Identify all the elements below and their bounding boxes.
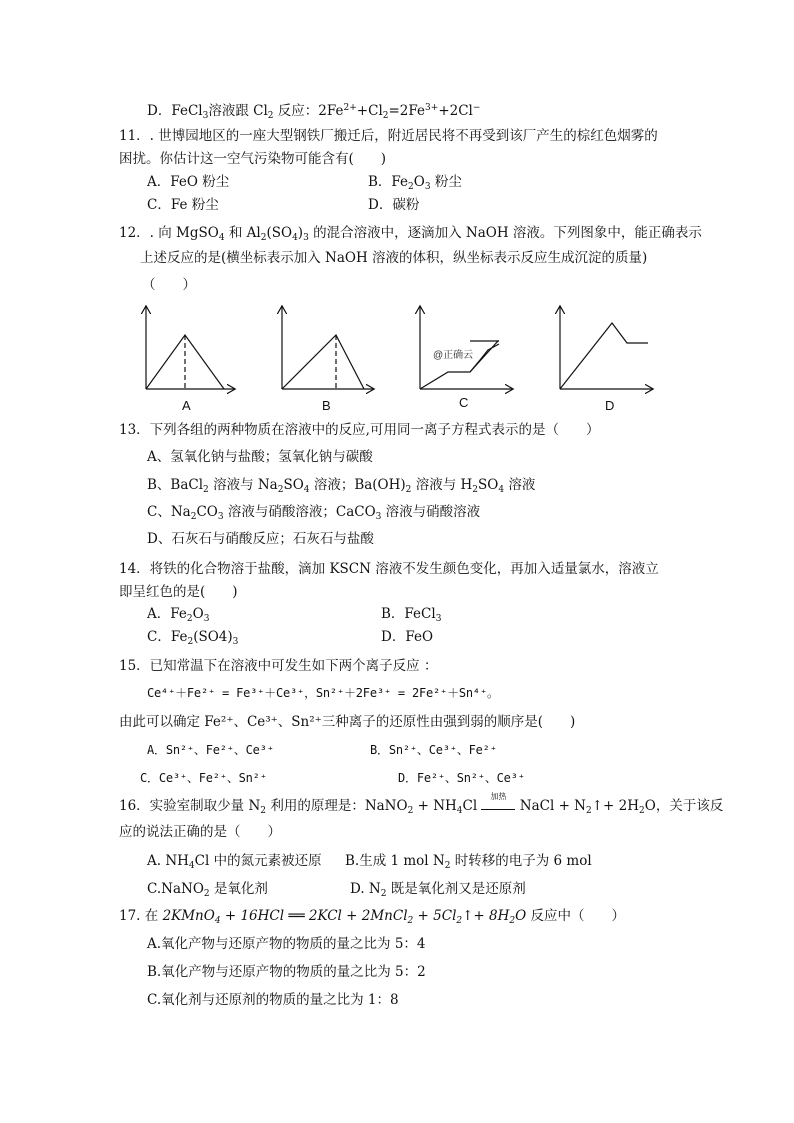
q15-option-c: C．Ce³⁺、Fe²⁺、Sn²⁺ [140, 771, 267, 785]
graph-label-a: A [182, 398, 191, 413]
q14-stem-line1: 14．将铁的化合物溶于盐酸，滴加 KSCN 溶液不发生颜色变化，再加入适量氯水，溶液立 [119, 561, 659, 577]
q11-option-a: A．FeO 粉尘 [147, 174, 230, 190]
q16-option-a: A. $NH_4Cl$ 中的氮元素被还原 [147, 853, 322, 871]
q16-option-d: D. $N_2$ 既是氧化剂又是还原剂 [350, 881, 526, 899]
q15-stem-line2: 由此可以确定 Fe²⁺、Ce³⁺、Sn²⁺三种离子的还原性由强到弱的顺序是( ) [119, 714, 576, 730]
q15-option-d: D．Fe²⁺、Sn²⁺、Ce³⁺ [398, 771, 525, 785]
q17-option-b: B.氧化产物与还原产物的物质的量之比为 5：2 [147, 964, 426, 980]
q14-option-a: A．$Fe_2O_3$ [147, 606, 210, 624]
graph-watermark: @正确云 [433, 350, 474, 361]
q16-stem-line2: 应的说法正确的是（ ） [119, 824, 281, 840]
graph-label-c: C [459, 395, 469, 410]
q13-option-c: C、$Na_2CO_3$ 溶液与硝酸溶液；CaCO$_3$ 溶液与硝酸溶液 [147, 504, 481, 522]
q12-stem-line1: 12．. 向 MgSO$_4$ 和 $Al_2(SO_4)_3$ 的混合溶液中，逐滴加入 NaOH 溶液。下列图象中，能正确表示 [119, 225, 702, 243]
graph-a [146, 307, 234, 389]
option-d-prev-text: D．FeCl$_3$溶液跟 $Cl_2$ 反应：$2Fe^{2+}+Cl_2=2Fe^{3+}+2Cl^-$ [147, 103, 481, 121]
q14-stem-line2: 即呈红色的是( ) [119, 584, 238, 600]
q17-stem: 17. 在 2KMnO$_4$ + 16HCl ══ 2KCl + 2MnCl$_2$ + $5Cl_2↑+ 8H_2O$ 反应中（ ） [119, 908, 626, 926]
q11-option-b: B．$Fe_2O_3$ 粉尘 [368, 174, 462, 192]
graph-d [560, 307, 652, 389]
q12-graphs [0, 300, 794, 418]
q15-stem: 15．已知常温下在溶液中可发生如下两个离子反应 ： [119, 658, 438, 674]
graph-label-d: D [605, 398, 615, 413]
q16-option-b: B.生成 1 mol $N_2$ 时转移的电子为 6 mol [345, 853, 592, 871]
option-d-prev [147, 102, 480, 120]
q11-stem-line1: 11．. 世博园地区的一座大型钢铁厂搬迁后，附近居民将不再受到该厂产生的棕红色烟雾的 [119, 128, 658, 144]
q16-stem-line1: 16．实验室制取少量 $N_2$ 利用的原理是：NaNO$_2$ + $NH_4Cl$ 加热 NaCl + $N_2↑+ 2H_2O$，关于该反 [119, 792, 724, 816]
q13-stem: 13．下列各组的两种物质在溶液中的反应,可用同一离子方程式表示的是（ ） [119, 422, 600, 438]
q13-option-b: B、BaCl$_2$ 溶液与 $Na_2SO_4$ 溶液；$Ba(OH)_2$ 溶液与 $H_2SO_4$ 溶液 [147, 477, 536, 495]
graph-c [420, 307, 512, 389]
q12-answer-paren: （ ） [142, 277, 196, 293]
q11-option-d: D．碳粉 [368, 197, 420, 213]
q14-option-b: B．FeCl$_3$ [381, 606, 442, 624]
q14-option-c: C．$Fe_2(SO4)_3$ [147, 629, 239, 647]
heat-condition: 加热 [481, 800, 515, 810]
q15-equation: Ce⁴⁺＋Fe²⁺ = Fe³⁺＋Ce³⁺，Sn²⁺＋2Fe³⁺ = 2Fe²⁺＋Sn⁴⁺。 [147, 686, 499, 700]
graph-label-b: B [322, 398, 331, 413]
q14-option-d: D．FeO [381, 629, 434, 645]
q15-option-b: B．Sn²⁺、Ce³⁺、Fe²⁺ [370, 743, 497, 757]
q16-option-c: C.NaNO$_2$ 是氧化剂 [147, 881, 268, 899]
q13-option-a: A、氢氧化钠与盐酸；氢氧化钠与碳酸 [147, 449, 373, 465]
q12-stem-line2: 上述反应的是(横坐标表示加入 NaOH 溶液的体积，纵坐标表示反应生成沉淀的质量) [140, 250, 648, 266]
q17-option-c: C.氧化剂与还原剂的物质的量之比为 1：8 [147, 992, 399, 1008]
q17-option-a: A.氧化产物与还原产物的物质的量之比为 5：4 [147, 936, 426, 952]
q11-option-c: C．Fe 粉尘 [147, 197, 219, 213]
q13-option-d: D、石灰石与硝酸反应；石灰石与盐酸 [147, 531, 374, 547]
q11-stem-line2: 困扰。你估计这一空气污染物可能含有( ) [119, 151, 387, 167]
q15-option-a: A．Sn²⁺、Fe²⁺、Ce³⁺ [147, 743, 274, 757]
graph-b [282, 307, 373, 389]
